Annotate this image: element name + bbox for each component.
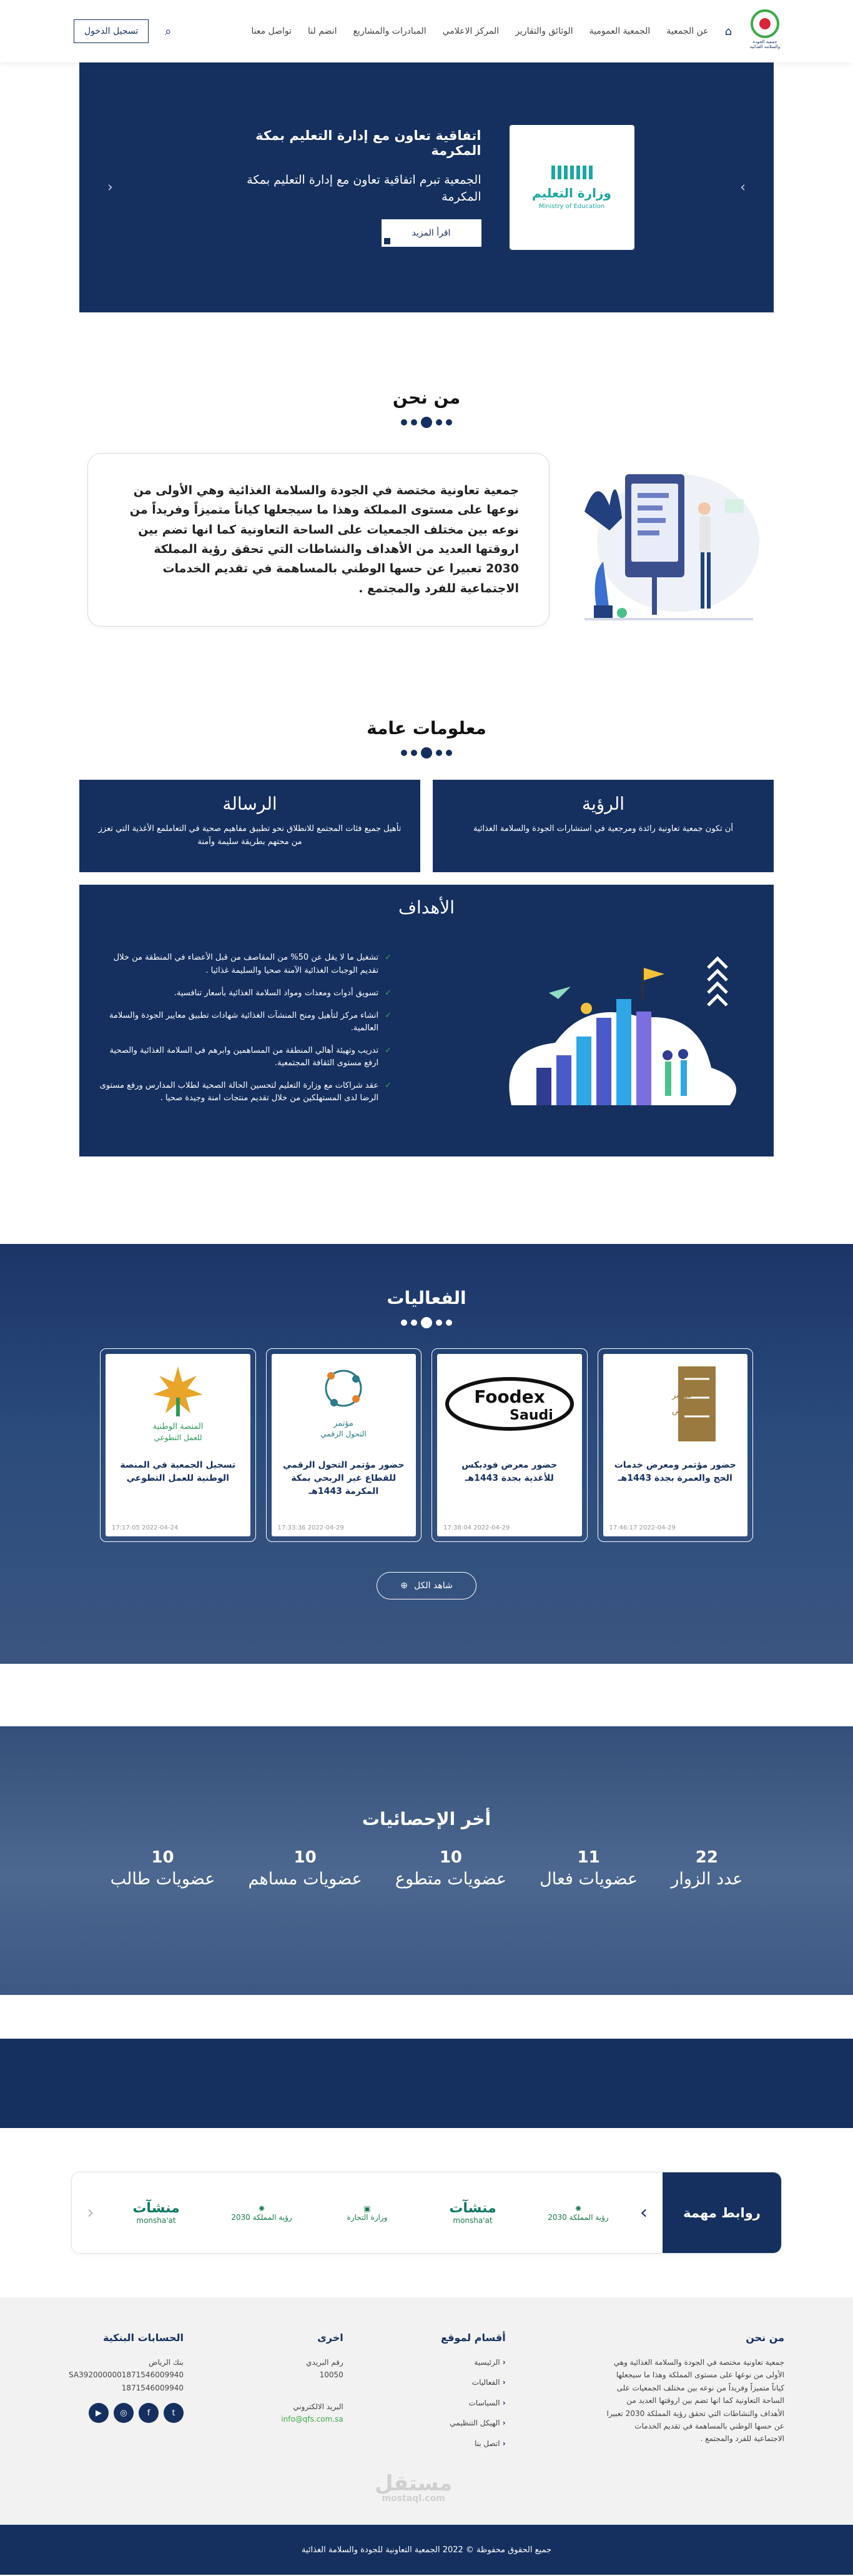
social-links	[69, 2403, 184, 2423]
svg-text:التحول الرقمي: التحول الرقمي	[320, 1430, 367, 1438]
partner-logo[interactable]: ▣ وزارة التجارة	[347, 2204, 388, 2222]
partner-logo[interactable]: منشآت monsha'at	[132, 2201, 180, 2225]
general-info-section	[0, 630, 853, 1156]
site-header	[0, 0, 853, 62]
bank-iban: SA3920000001871546009940	[69, 2370, 184, 2380]
mission-text: تأهيل جميع فئات المجتمع للانطلاق نحو تطبيق مفاهيم صحية في التعاملمع الأغذية التي تعزز من محتهم بطريقة سليمة وآمنة	[98, 824, 402, 847]
svg-text:Foodex: Foodex	[473, 1386, 545, 1407]
title-dots	[0, 417, 853, 428]
about-card: جمعية تعاونية مختصة في الجودة والسلامة الغذائية وهي الأولى من نوعها على مستوى المملكة وهذا ما سيجعلها كياناً متميزاً وفريداً من نوعه بين مختلف الجمعيات على الساحة التعاونية كما انها تضم بين اروقتها العديد من الأهداف والنشاطات التي تحقق رؤية المملكة 2030 تعبيرا عن حسها الوطني بالمساهمة في تقديم الخدمات الاجتماعية للفرد والمجتمع .	[87, 453, 550, 627]
mission-box	[79, 780, 420, 872]
stats-section	[0, 1726, 853, 1995]
logo-text: جمعية الجودة والسلامة الغذائية	[749, 39, 781, 49]
event-date: 17:33:36 2022-04-29	[277, 1524, 344, 1531]
event-date: 17:38:04 2022-04-29	[443, 1524, 510, 1531]
event-date: 17:17:05 2022-04-24	[112, 1524, 179, 1531]
stat-item: 11 عضويات فعال	[540, 1848, 638, 1889]
bank-name: بنك الرياض	[149, 2358, 184, 2367]
footer-about-text: جمعية تعاونية مختصة في الجودة والسلامة الغذائية وهي الأولى من نوعها على مستوى المملكة وهذا ما سيجعلها كياناً متميزاً وفريداً من نوعه بين مختلف الجمعيات على الساحة التعاونية كما انها تضم بين اروقتها العديد من الأهداف والنشاطات التي تحقق رؤية المملكة 2030 تعبيرا عن حسها الوطني بالمساهمة في تقديم الخدمات الاجتماعية للفرد والمجتمع .	[606, 2358, 784, 2444]
vision-title: الرؤية	[581, 793, 625, 814]
copyright-text: جميع الحقوق محفوظة © 2022 الجمعية التعاونية للجودة والسلامة الغذائية	[301, 2545, 552, 2555]
about-illustration	[560, 449, 766, 630]
event-title: تسجيل الجمعية في المنصة الوطنية للعمل التطوعي	[120, 1460, 236, 1483]
slider-next-icon[interactable]: ›	[740, 179, 746, 196]
postal-label: رقم البريدي	[306, 2358, 343, 2367]
event-card[interactable]	[100, 1348, 256, 1542]
event-card[interactable]	[431, 1348, 588, 1542]
event-card[interactable]	[598, 1348, 754, 1542]
vision-text: أن تكون جمعية تعاونية رائدة ومرجعية في استشارات الجودة والسلامة الغذائية	[473, 824, 734, 833]
moe-logo-en: Ministry of Education	[538, 202, 605, 210]
check-icon: ✓	[385, 988, 392, 998]
youtube-icon[interactable]: ▶	[89, 2403, 109, 2423]
goals-list	[98, 952, 392, 1115]
footer-link-structure[interactable]: ‹ الهيكل التنظيمي	[441, 2417, 506, 2429]
view-all-button[interactable]: شاهد الكل ⊕	[377, 1572, 476, 1599]
slide-title: اتفاقية تعاون مع إدارة التعليم بمكة المكرمة	[255, 128, 481, 159]
chevron-right-icon[interactable]: ›	[640, 2202, 648, 2224]
nav-initiatives[interactable]: المبادرات والمشاريع	[353, 26, 426, 36]
links-box	[71, 2172, 782, 2254]
footer-other	[281, 2332, 343, 2500]
nav-media-center[interactable]: المركز الاعلامي	[442, 26, 500, 36]
footer-about	[603, 2332, 784, 2500]
footer-bank-title: الحسابات البنكية	[102, 2332, 184, 2344]
footer-about-title: من نحن	[746, 2332, 784, 2344]
stat-item: 10 عضويات مساهم	[248, 1848, 362, 1889]
important-links-section	[0, 2128, 853, 2254]
goal-item: ✓ عقد شراكات مع وزارة التعليم لتحسين الحالة الصحية لطلاب المدارس ورفع مستوى الرضا لدى المستهلكين من خلال تقديم منتجات امنة وجيدة صحيا .	[98, 1080, 392, 1105]
nav-general-assembly[interactable]: الجمعية العمومية	[589, 26, 651, 36]
ministry-emblem-icon: ▣	[363, 2204, 371, 2213]
footer-other-title: اخرى	[317, 2332, 343, 2344]
about-body	[0, 449, 853, 630]
events-section	[0, 1244, 853, 1664]
goals-illustration	[486, 943, 755, 1124]
bank-account: 1871546009940	[121, 2383, 184, 2392]
goals-box	[79, 885, 774, 1156]
postal-value: 10050	[319, 2370, 343, 2380]
mission-title: الرسالة	[222, 793, 277, 814]
nav-contact[interactable]: تواصل معنا	[251, 26, 292, 36]
moe-logo-icon	[551, 166, 593, 179]
about-title: من نحن	[392, 387, 461, 408]
svg-text:ومعرض: ومعرض	[672, 1406, 699, 1416]
vision-box	[433, 780, 774, 872]
nav-right	[251, 9, 784, 53]
stat-item: 10 عضويات متطوع	[395, 1848, 506, 1889]
footer-link-events[interactable]: ‹ الفعاليات	[441, 2376, 506, 2389]
svg-text:للعمل التطوعي: للعمل التطوعي	[154, 1433, 202, 1442]
watermark: مستقل mostaql.com	[375, 2471, 453, 2504]
svg-text:مؤتمر: مؤتمر	[333, 1419, 354, 1428]
check-icon: ✓	[385, 953, 392, 963]
nav-documents[interactable]: الوثائق والتقارير	[515, 26, 573, 36]
copyright-bar	[0, 2525, 853, 2575]
event-image	[603, 1354, 748, 1454]
about-section	[0, 312, 853, 630]
event-title: حضور مؤتمر ومعرض خدمات الحج والعمرة بجدة 1443هـ	[614, 1460, 736, 1483]
slider-prev-icon[interactable]: ‹	[107, 179, 113, 196]
footer-link-home[interactable]: ‹ الرئيسية	[441, 2356, 506, 2369]
goal-item: ✓ تشغيل ما لا يقل عن 50% من المقاصف من قبل الأعضاء في المنطقة من خلال تقديم الوجبات الغذائية الآمنة صحيا والسليمة غذائيا .	[98, 952, 392, 977]
facebook-icon[interactable]: f	[139, 2403, 159, 2423]
links-carousel	[72, 2172, 663, 2253]
event-title: حضور معرض فوديكس للأغذية بجدة 1443هـ	[461, 1460, 558, 1483]
logo-emblem-icon	[751, 9, 779, 38]
goal-item: ✓ انشاء مركز لتأهيل ومنح المنشآت الغذائية شهادات تطبيق معايير الجودة والسلامة العالمية.	[98, 1010, 392, 1035]
stat-item: 22 عدد الزوار	[671, 1848, 743, 1889]
slide-description: الجمعية تبرم اتفاقية تعاون مع إدارة التعليم بمكة المكرمة	[247, 173, 481, 204]
event-date: 17:46:17 2022-04-29	[609, 1524, 676, 1531]
login-button[interactable]: تسجيل الدخول	[74, 19, 149, 43]
event-image	[106, 1354, 250, 1454]
svg-text:Saudi: Saudi	[509, 1408, 553, 1423]
moe-logo-ar: وزارة التعليم	[532, 185, 611, 201]
goal-item: ✓ تدريب وتهيئة أهالي المنطقة من المساهمين وابرهم في السلامة الغذائية والصحية ارفع مستوى الثقافة المجتمعية.	[98, 1045, 392, 1070]
search-icon[interactable]: ⌕	[165, 24, 172, 38]
title-dots	[79, 747, 774, 758]
title-dots	[0, 1317, 853, 1328]
partner-logo[interactable]: ✺ رؤية المملكة 2030	[231, 2204, 292, 2222]
vision-2030-icon: ✺	[574, 2204, 582, 2213]
event-title: حضور مؤتمر التحول الرقمي للقطاع غير الربحي بمكة المكرمة 1443هـ	[283, 1460, 405, 1496]
site-footer	[0, 2297, 853, 2525]
check-icon: ✓	[385, 1046, 392, 1056]
goals-body	[98, 943, 755, 1124]
twitter-icon[interactable]: t	[164, 2403, 184, 2423]
footer-link-contact[interactable]: ‹ اتصل بنا	[441, 2437, 506, 2450]
svg-text:مؤتمر: مؤتمر	[672, 1391, 693, 1400]
partner-logo[interactable]: منشآت monsha'at	[449, 2201, 496, 2225]
event-cards	[0, 1348, 853, 1542]
main-nav	[251, 25, 732, 38]
nav-join-us[interactable]: انضم لنا	[308, 26, 337, 36]
partner-logo[interactable]: ✺ رؤية المملكة 2030	[548, 2204, 609, 2222]
hero-slider	[79, 62, 774, 312]
nav-left	[74, 19, 171, 43]
stat-item: 10 عضويات طالب	[110, 1848, 215, 1889]
check-icon: ✓	[385, 1010, 392, 1020]
events-title: الفعاليات	[387, 1288, 466, 1308]
goals-title: الأهداف	[398, 897, 455, 918]
hero-slider-wrap	[0, 62, 853, 312]
slide	[219, 125, 634, 250]
links-title: روابط مهمة	[663, 2172, 781, 2253]
email-label: البريد الالكتروني	[293, 2402, 343, 2411]
site-logo[interactable]	[746, 9, 784, 53]
read-more-button[interactable]: اقرأ المزيد	[382, 219, 481, 247]
chevron-left-icon[interactable]: ‹	[87, 2202, 94, 2224]
nav-about[interactable]: عن الجمعية	[666, 26, 709, 36]
home-icon[interactable]: ⌂	[724, 24, 732, 38]
vision-2030-icon: ✺	[258, 2204, 265, 2213]
info-title: معلومات عامة	[367, 718, 486, 738]
email-value[interactable]: info@qfs.com.sa	[281, 2415, 343, 2424]
footer-bank	[69, 2332, 184, 2500]
event-image	[272, 1354, 417, 1454]
slide-image	[510, 125, 634, 250]
goal-item: ✓ تسويق أدوات ومعدات ومواد السلامة الغذائية بأسعار تنافسية.	[98, 987, 392, 1000]
arrow-circle-icon: ⊕	[400, 1581, 408, 1591]
stats-row	[0, 1848, 853, 1889]
vision-mission-row	[79, 780, 774, 872]
svg-text:المنصة الوطنية: المنصة الوطنية	[152, 1422, 204, 1431]
check-icon: ✓	[385, 1081, 392, 1091]
slide-text	[219, 128, 481, 246]
instagram-icon[interactable]: ◎	[114, 2403, 134, 2423]
event-image	[437, 1354, 582, 1454]
navy-band	[0, 2039, 853, 2128]
stats-title: أخر الإحصائيات	[362, 1809, 491, 1829]
footer-sections-title: أقسام لموقع	[441, 2332, 506, 2344]
event-card[interactable]	[266, 1348, 422, 1542]
footer-link-policies[interactable]: ‹ السياسات	[441, 2397, 506, 2409]
